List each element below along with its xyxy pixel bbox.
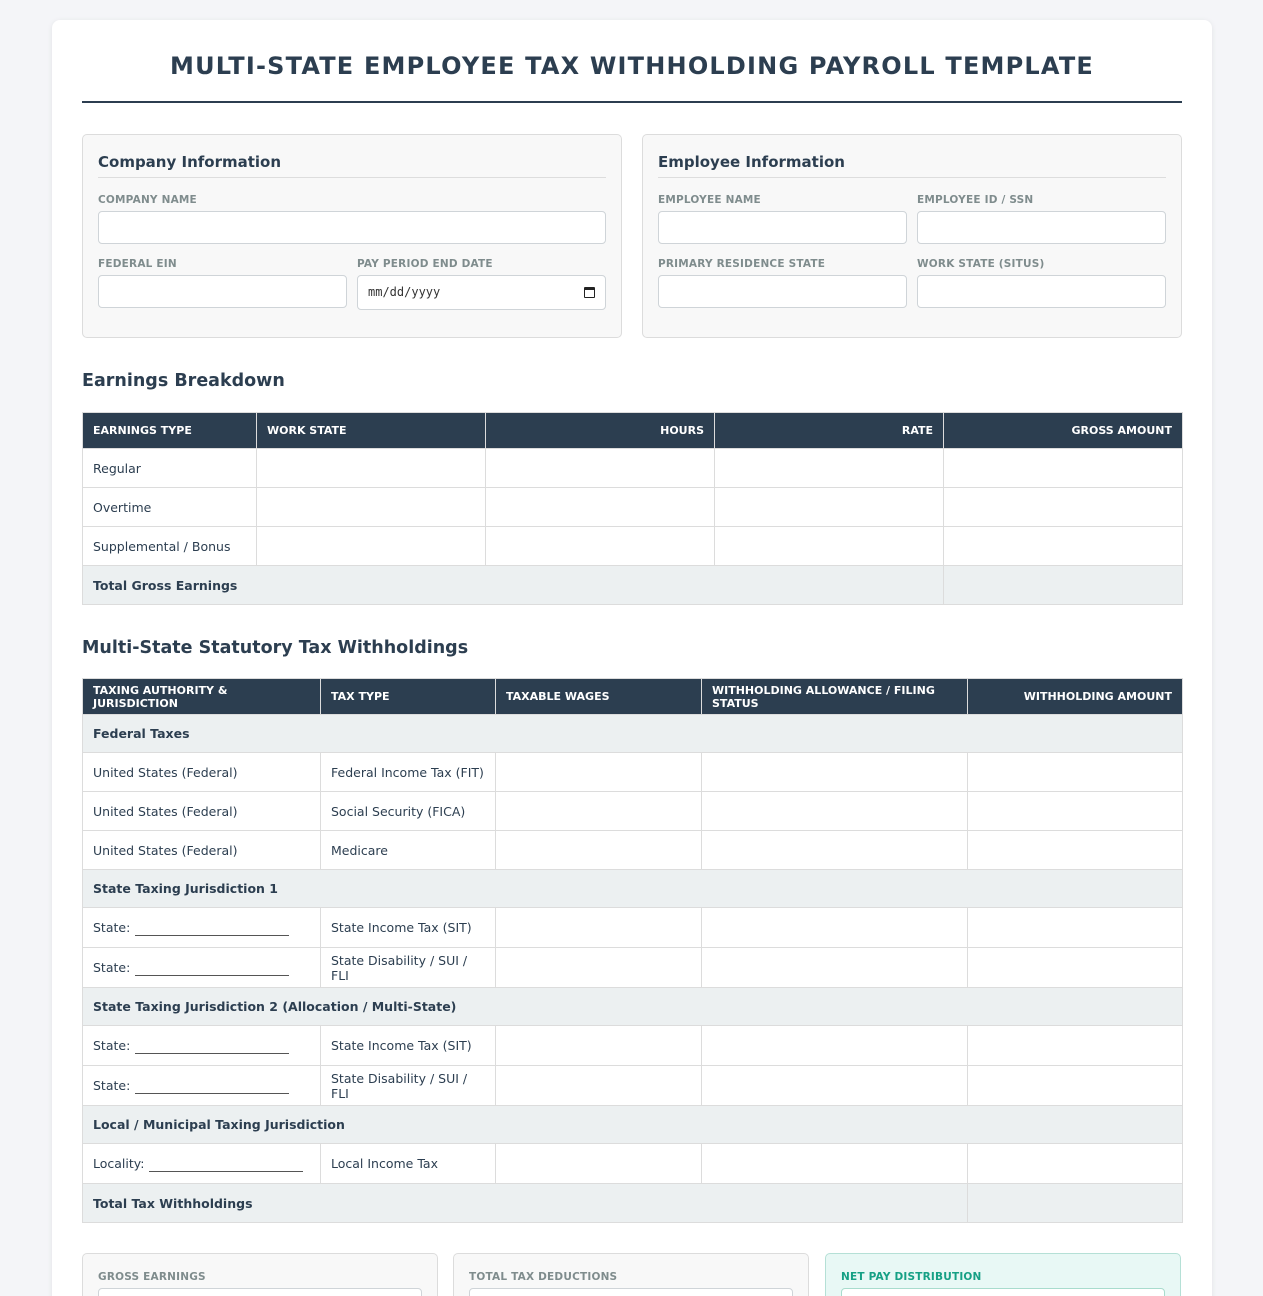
state-label: State: [93, 919, 131, 935]
employee-info-heading: Employee Information [658, 153, 1166, 178]
col-hours: HOURS [486, 413, 715, 449]
state-blank-line[interactable] [135, 922, 289, 936]
hours-cell[interactable] [486, 527, 715, 566]
taxable-wages-cell[interactable] [496, 792, 702, 831]
withholding-amount-cell[interactable] [968, 1066, 1183, 1106]
federal-ein-field[interactable] [98, 275, 347, 308]
allowance-cell[interactable] [702, 753, 968, 792]
employee-name-label: EMPLOYEE NAME [658, 194, 761, 206]
group-title: Federal Taxes [83, 715, 1183, 753]
authority-cell: United States (Federal) [83, 792, 321, 831]
taxable-wages-cell[interactable] [496, 753, 702, 792]
state-blank-line[interactable] [135, 1040, 289, 1054]
tax-type-cell: State Disability / SUI / FLI [321, 1066, 496, 1106]
table-row [83, 908, 1183, 948]
total-row [83, 1184, 1183, 1223]
tax-deductions-summary [453, 1253, 809, 1296]
company-info-heading: Company Information [98, 153, 606, 178]
total-gross-value-cell[interactable] [944, 566, 1183, 605]
tax-type-cell: Federal Income Tax (FIT) [321, 753, 496, 792]
table-row [83, 449, 1183, 488]
withholding-amount-cell[interactable] [968, 792, 1183, 831]
pay-period-end-date-field[interactable] [357, 275, 606, 310]
table-row [83, 753, 1183, 792]
table-row [83, 488, 1183, 527]
gross-amount-cell[interactable] [944, 488, 1183, 527]
tax-type-cell: Social Security (FICA) [321, 792, 496, 831]
company-name-label: COMPANY NAME [98, 194, 197, 206]
gross-earnings-summary [82, 1253, 438, 1296]
tax-deductions-field[interactable] [469, 1288, 793, 1296]
calendar-icon[interactable] [584, 287, 595, 298]
group-row-federal [83, 715, 1183, 753]
earnings-type-cell: Regular [83, 449, 257, 488]
table-row [83, 948, 1183, 988]
group-title: State Taxing Jurisdiction 1 [83, 870, 1183, 908]
tax-deductions-label: TOTAL TAX DEDUCTIONS [469, 1271, 618, 1283]
table-row [83, 831, 1183, 870]
employee-id-label: EMPLOYEE ID / SSN [917, 194, 1034, 206]
authority-cell [83, 908, 321, 948]
allowance-cell[interactable] [702, 831, 968, 870]
work-state-cell[interactable] [257, 488, 486, 527]
residence-state-field[interactable] [658, 275, 907, 308]
work-state-cell[interactable] [257, 527, 486, 566]
state-blank-line[interactable] [135, 1080, 289, 1094]
allowance-cell[interactable] [702, 792, 968, 831]
total-withholdings-label: Total Tax Withholdings [83, 1184, 968, 1223]
earnings-heading: Earnings Breakdown [82, 371, 285, 391]
authority-cell [83, 1144, 321, 1184]
earnings-type-cell: Overtime [83, 488, 257, 527]
col-withholding-amount: WITHHOLDING AMOUNT [968, 679, 1183, 715]
tax-type-cell: Local Income Tax [321, 1144, 496, 1184]
pay-period-end-label: PAY PERIOD END DATE [357, 258, 493, 270]
net-pay-field[interactable] [841, 1288, 1165, 1296]
earnings-type-cell: Supplemental / Bonus [83, 527, 257, 566]
state-label: State: [93, 959, 131, 975]
table-row [83, 527, 1183, 566]
gross-amount-cell[interactable] [944, 527, 1183, 566]
group-title: Local / Municipal Taxing Jurisdiction [83, 1106, 1183, 1144]
allowance-cell[interactable] [702, 908, 968, 948]
table-row [83, 792, 1183, 831]
work-state-label: WORK STATE (SITUS) [917, 258, 1045, 270]
table-row [83, 1026, 1183, 1066]
allowance-cell[interactable] [702, 948, 968, 988]
state-label: State: [93, 1037, 131, 1053]
authority-cell [83, 948, 321, 988]
col-allowance-status: WITHHOLDING ALLOWANCE / FILING STATUS [702, 679, 968, 715]
hours-cell[interactable] [486, 488, 715, 527]
withholding-amount-cell[interactable] [968, 753, 1183, 792]
withholdings-table [82, 678, 1183, 1223]
group-row-state-1 [83, 870, 1183, 908]
employee-name-field[interactable] [658, 211, 907, 244]
table-row [83, 1144, 1183, 1184]
withholding-amount-cell[interactable] [968, 1144, 1183, 1184]
taxable-wages-cell[interactable] [496, 1144, 702, 1184]
col-work-state: WORK STATE [257, 413, 486, 449]
residence-state-label: PRIMARY RESIDENCE STATE [658, 258, 826, 270]
rate-cell[interactable] [715, 449, 944, 488]
taxable-wages-cell[interactable] [496, 908, 702, 948]
authority-cell [83, 1066, 321, 1106]
gross-earnings-label: GROSS EARNINGS [98, 1271, 206, 1283]
col-rate: RATE [715, 413, 944, 449]
total-row [83, 566, 1183, 605]
authority-cell: United States (Federal) [83, 831, 321, 870]
state-label: State: [93, 1077, 131, 1093]
col-tax-type: TAX TYPE [321, 679, 496, 715]
authority-cell [83, 1026, 321, 1066]
payroll-template-card [52, 20, 1212, 1296]
group-title: State Taxing Jurisdiction 2 (Allocation / Multi-State) [83, 988, 1183, 1026]
earnings-header-row [83, 413, 1183, 449]
gross-earnings-field[interactable] [98, 1288, 422, 1296]
withholding-amount-cell[interactable] [968, 948, 1183, 988]
col-gross-amount: GROSS AMOUNT [944, 413, 1183, 449]
work-state-cell[interactable] [257, 449, 486, 488]
tax-type-cell: State Income Tax (SIT) [321, 908, 496, 948]
taxable-wages-cell[interactable] [496, 831, 702, 870]
withholdings-header-row [83, 679, 1183, 715]
net-pay-label: NET PAY DISTRIBUTION [841, 1271, 982, 1283]
locality-blank-line[interactable] [149, 1158, 303, 1172]
rate-cell[interactable] [715, 488, 944, 527]
gross-amount-cell[interactable] [944, 449, 1183, 488]
tax-type-cell: State Disability / SUI / FLI [321, 948, 496, 988]
net-pay-summary [825, 1253, 1181, 1296]
allowance-cell[interactable] [702, 1026, 968, 1066]
col-authority: TAXING AUTHORITY & JURISDICTION [83, 679, 321, 715]
tax-type-cell: Medicare [321, 831, 496, 870]
group-row-local [83, 1106, 1183, 1144]
withholding-amount-cell[interactable] [968, 831, 1183, 870]
title-divider [82, 101, 1182, 103]
employee-info-panel [642, 134, 1182, 338]
federal-ein-label: FEDERAL EIN [98, 258, 177, 270]
taxable-wages-cell[interactable] [496, 1026, 702, 1066]
hours-cell[interactable] [486, 449, 715, 488]
state-blank-line[interactable] [135, 962, 289, 976]
allowance-cell[interactable] [702, 1066, 968, 1106]
col-earnings-type: EARNINGS TYPE [83, 413, 257, 449]
employee-id-field[interactable] [917, 211, 1166, 244]
col-taxable-wages: TAXABLE WAGES [496, 679, 702, 715]
taxable-wages-cell[interactable] [496, 1066, 702, 1106]
rate-cell[interactable] [715, 527, 944, 566]
authority-cell: United States (Federal) [83, 753, 321, 792]
allowance-cell[interactable] [702, 1144, 968, 1184]
withholding-amount-cell[interactable] [968, 1026, 1183, 1066]
withholding-amount-cell[interactable] [968, 908, 1183, 948]
locality-label: Locality: [93, 1155, 145, 1171]
date-placeholder: mm/dd/yyyy [368, 285, 441, 299]
taxable-wages-cell[interactable] [496, 948, 702, 988]
earnings-table [82, 412, 1183, 605]
total-withholdings-value-cell[interactable] [968, 1184, 1183, 1223]
company-info-panel [82, 134, 622, 338]
total-gross-label: Total Gross Earnings [83, 566, 944, 605]
group-row-state-2 [83, 988, 1183, 1026]
withholdings-heading: Multi-State Statutory Tax Withholdings [82, 638, 469, 658]
company-name-field[interactable] [98, 211, 606, 244]
table-row [83, 1066, 1183, 1106]
tax-type-cell: State Income Tax (SIT) [321, 1026, 496, 1066]
work-state-field[interactable] [917, 275, 1166, 308]
page-title: MULTI-STATE EMPLOYEE TAX WITHHOLDING PAYROLL TEMPLATE [169, 52, 1094, 80]
